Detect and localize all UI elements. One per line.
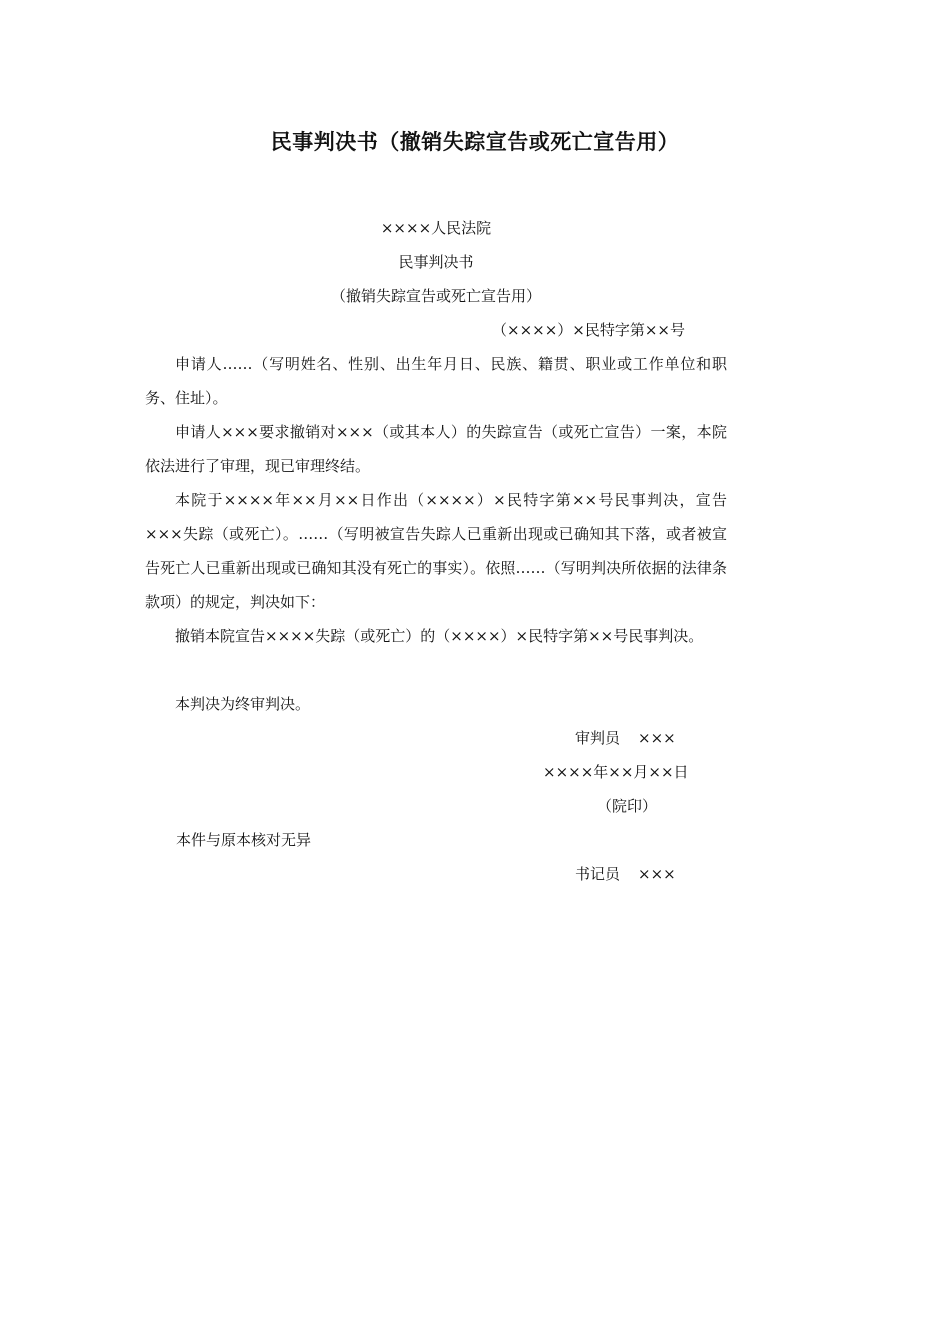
paragraph-applicant: 申请人……（写明姓名、性别、出生年月日、民族、籍贯、职业或工作单位和职务、住址）。: [145, 355, 727, 407]
document-type: 民事判决书: [398, 253, 474, 271]
judgment-date: ××××年××月××日: [543, 763, 689, 781]
document-subtype: （撤销失踪宣告或死亡宣告用）: [330, 287, 541, 305]
court-seal: （院印）: [597, 797, 658, 815]
verification-note: 本件与原本核对无异: [176, 831, 312, 849]
judge-signature: [575, 728, 676, 748]
paragraph-judgment: 撤销本院宣告××××失踪（或死亡）的（××××）×民特字第××号民事判决。: [175, 627, 704, 645]
paragraph-case-intro: 申请人×××要求撤销对×××（或其本人）的失踪宣告（或死亡宣告）一案，本院依法进行了审理，现已审理终结。: [145, 423, 727, 475]
judge-name: ×××: [638, 729, 676, 747]
judge-label: 审判员: [575, 729, 621, 747]
paragraph-facts: 本院于××××年××月××日作出（××××）×民特字第××号民事判决，宣告×××失踪（或死亡）。……（写明被宣告失踪人已重新出现或已确知其下落，或者被宣告死亡人已重新出现或已确知其没有死亡的事实）。依照……（写明判决所依据的法律条款项）的规定，判决如下：: [145, 491, 727, 611]
clerk-label: 书记员: [575, 865, 621, 883]
case-number: （××××）×民特字第××号: [492, 321, 685, 339]
paragraph-finality: 本判决为终审判决。: [175, 695, 311, 713]
clerk-name: ×××: [638, 865, 676, 883]
court-name: ××××人民法院: [380, 219, 492, 237]
document-title: 民事判决书（撤销失踪宣告或死亡宣告用）: [270, 129, 680, 154]
clerk-signature: [575, 864, 676, 884]
